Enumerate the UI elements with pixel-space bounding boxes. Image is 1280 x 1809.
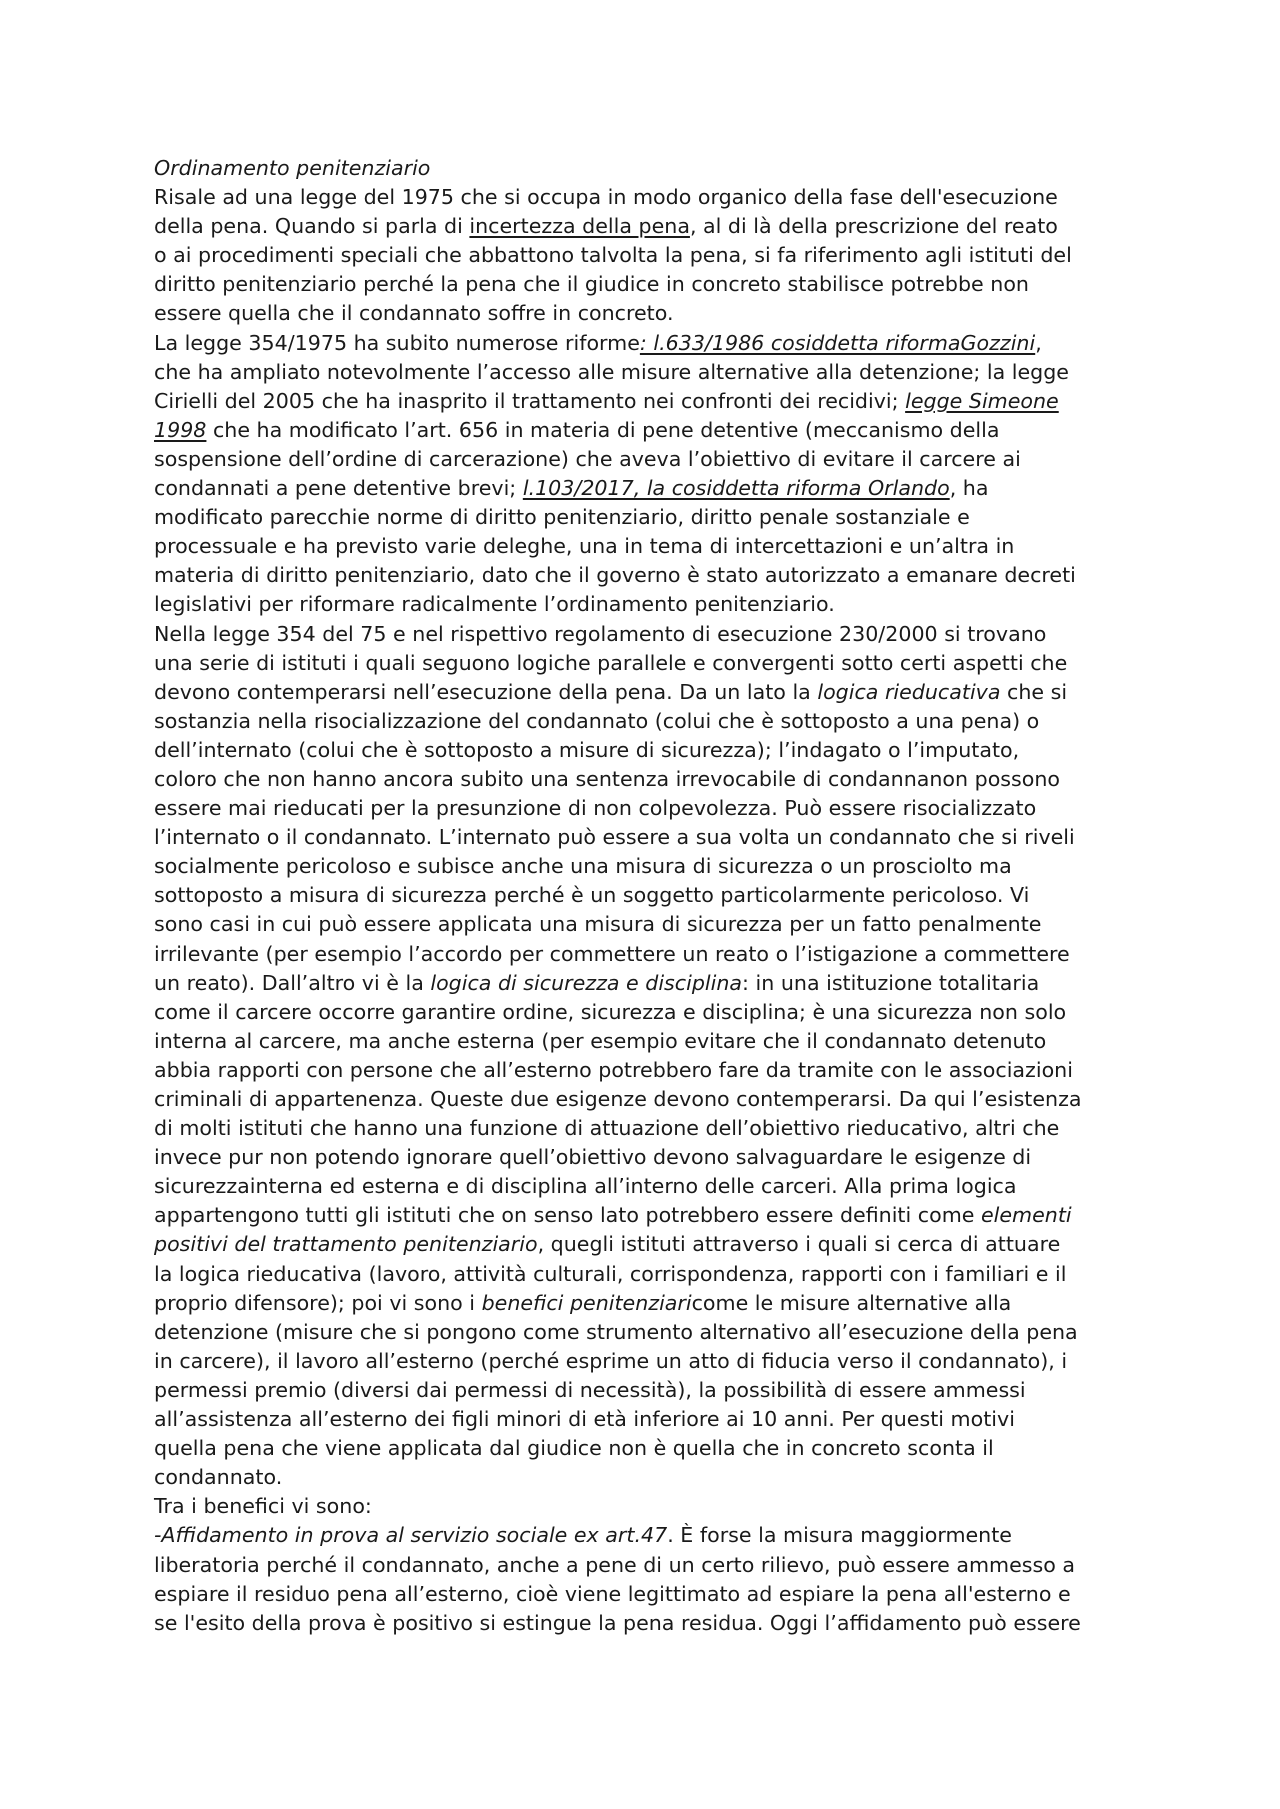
text-segment: un reato). Dall’altro vi è la (154, 970, 431, 995)
text-line (154, 1376, 1138, 1405)
text-segment: di molti istituti che hanno una funzione di attuazione dell’obiettivo rieducativo, altri che (154, 1116, 1060, 1141)
underlined-reference: 1998 (154, 417, 207, 442)
text-segment: materia di diritto penitenziario, dato che il governo è stato autorizzato a emanare decreti (154, 563, 1076, 588)
text-segment: modificato parecchie norme di diritto penitenziario, diritto penale sostanziale e (154, 505, 970, 530)
text-line (154, 823, 1138, 852)
italic-term: elementi (980, 1203, 1072, 1228)
text-line (154, 387, 1138, 416)
text-segment: diritto penitenziario perché la pena che il giudice in concreto stabilisce potrebbe non (154, 272, 1029, 297)
text-segment: liberatoria perché il condannato, anche a pene di un certo rilievo, può essere ammesso a (154, 1552, 1076, 1577)
text-segment: che ha ampliato notevolmente l’accesso alle misure alternative alla detenzione; la legge (154, 359, 1069, 384)
text-segment: interna al carcere, ma anche esterna (per esempio evitare che il condannato detenuto (154, 1028, 1047, 1053)
text-line (154, 590, 1138, 619)
text-segment: che si (1000, 679, 1068, 704)
text-segment: legislativi per riformare radicalmente l’ordinamento penitenziario. (154, 592, 835, 617)
text-segment: condannato. (154, 1465, 283, 1490)
text-line (154, 736, 1138, 765)
text-line (154, 1551, 1138, 1580)
text-line (154, 561, 1138, 590)
text-line (154, 1230, 1138, 1259)
text-segment: essere mai rieducati per la presunzione di non colpevolezza. Può essere risocializzato (154, 796, 1037, 821)
text-segment: condannati a pene detentive brevi; (154, 476, 523, 501)
text-line (154, 1580, 1138, 1609)
italic-term: benefici penitenziari (481, 1290, 692, 1315)
text-line (154, 416, 1138, 445)
text-segment: all’assistenza all’esterno dei figli minori di età inferiore ai 10 anni. Per questi motivi (154, 1407, 1015, 1432)
text-segment: , (1035, 330, 1042, 355)
text-line (154, 474, 1138, 503)
text-line (154, 503, 1138, 532)
text-segment: . È forse la misura maggiormente (667, 1523, 1012, 1548)
text-line (154, 707, 1138, 736)
text-segment: in carcere), il lavoro all’esterno (perché esprime un atto di fiducia verso il condannato), i (154, 1348, 1068, 1373)
text-line (154, 1143, 1138, 1172)
text-segment: , al di là della prescrizione del reato (689, 214, 1058, 239)
italic-term: logica rieducativa (817, 679, 1001, 704)
text-line (154, 1521, 1138, 1550)
text-segment: , quegli istituti attraverso i quali si cerca di attuare (537, 1232, 1061, 1257)
text-segment: appartengono tutti gli istituti che on senso lato potrebbero essere definiti come (154, 1203, 981, 1228)
text-line (154, 299, 1138, 328)
text-line (154, 1172, 1138, 1201)
text-segment: coloro che non hanno ancora subito una sentenza irrevocabile di condannanon possono (154, 766, 1061, 791)
text-segment: abbia rapporti con persone che all’esterno potrebbero fare da tramite con le associazioni (154, 1057, 1073, 1082)
text-segment: devono contemperarsi nell’esecuzione della pena. Da un lato la (154, 679, 818, 704)
text-line (154, 794, 1138, 823)
text-segment: come il carcere occorre garantire ordine, sicurezza e disciplina; è una sicurezza non solo (154, 999, 1067, 1024)
text-line (154, 1289, 1138, 1318)
text-line (154, 1085, 1138, 1114)
text-segment: La legge 354/1975 ha subito numerose riforme (154, 330, 640, 355)
text-line (154, 1463, 1138, 1492)
underlined-reference: incertezza della pena (469, 214, 690, 239)
text-segment: processuale e ha previsto varie deleghe, una in tema di intercettazioni e un’altra in (154, 534, 1015, 559)
text-line (154, 910, 1138, 939)
text-line (154, 1260, 1138, 1289)
underlined-reference: legge Simeone (905, 388, 1059, 413)
text-line (154, 212, 1138, 241)
text-segment: l’internato o il condannato. L’internato può essere a sua volta un condannato che si riveli (154, 825, 1075, 850)
text-segment: espiare il residuo pena all’esterno, cioè viene legittimato ad espiare la pena all'esterno e (154, 1581, 1071, 1606)
text-segment: se l'esito della prova è positivo si estingue la pena residua. Oggi l’affidamento può essere (154, 1610, 1081, 1635)
text-line (154, 765, 1138, 794)
italic-term: logica di sicurezza e disciplina (430, 970, 743, 995)
text-segment: sostanzia nella risocializzazione del condannato (colui che è sottoposto a una pena) o (154, 708, 1040, 733)
text-segment: , ha (949, 476, 989, 501)
text-segment: sono casi in cui può essere applicata una misura di sicurezza per un fatto penalmente (154, 912, 1042, 937)
text-line (154, 620, 1138, 649)
document-body (154, 154, 1138, 1638)
text-line (154, 998, 1138, 1027)
text-segment: permessi premio (diversi dai permessi di necessità), la possibilità di essere ammessi (154, 1377, 1026, 1402)
document-title (154, 154, 1138, 183)
text-line (154, 852, 1138, 881)
text-line (154, 532, 1138, 561)
text-segment: : in una istituzione totalitaria (742, 970, 1040, 995)
italic-term: -Affidamento in prova al servizio sociale ex art.47 (154, 1523, 668, 1548)
text-segment: o ai procedimenti speciali che abbattono talvolta la pena, si fa riferimento agli istituti del (154, 243, 1072, 268)
text-segment: invece pur non potendo ignorare quell’obiettivo devono salvaguardare le esigenze di (154, 1145, 1032, 1170)
text-segment: una serie di istituti i quali seguono logiche parallele e convergenti sotto certi aspetti che (154, 650, 1068, 675)
text-segment: sottoposto a misura di sicurezza perché è un soggetto particolarmente pericoloso. Vi (154, 883, 1030, 908)
text-segment: Nella legge 354 del 75 e nel rispettivo regolamento di esecuzione 230/2000 si trovano (154, 621, 1047, 646)
text-line (154, 1056, 1138, 1085)
text-line (154, 678, 1138, 707)
text-line (154, 1114, 1138, 1143)
text-segment: sospensione dell’ordine di carcerazione) che aveva l’obiettivo di evitare il carcere ai (154, 446, 1021, 471)
text-line (154, 649, 1138, 678)
text-line (154, 270, 1138, 299)
underlined-reference: l.103/2017, la cosiddetta riforma Orlando (522, 476, 950, 501)
text-line (154, 358, 1138, 387)
text-line (154, 1318, 1138, 1347)
text-line (154, 445, 1138, 474)
text-segment: proprio difensore); poi vi sono i (154, 1290, 482, 1315)
text-segment: Risale ad una legge del 1975 che si occupa in modo organico della fase dell'esecuzione (154, 185, 1058, 210)
text-line (154, 1405, 1138, 1434)
text-segment: detenzione (misure che si pongono come strumento alternativo all’esecuzione della pena (154, 1319, 1078, 1344)
text-line (154, 940, 1138, 969)
text-segment: che ha modificato l’art. 656 in materia di pene detentive (meccanismo della (206, 417, 1000, 442)
text-segment: sicurezzainterna ed esterna e di disciplina all’interno delle carceri. Alla prima logica (154, 1174, 1017, 1199)
text-line (154, 1609, 1138, 1638)
text-line (154, 1434, 1138, 1463)
text-line (154, 329, 1138, 358)
text-segment: Tra i benefici vi sono: (154, 1494, 372, 1519)
text-segment: quella pena che viene applicata dal giudice non è quella che in concreto sconta il (154, 1436, 994, 1461)
text-segment: la logica rieducativa (lavoro, attività culturali, corrispondenza, rapporti con i familiari e il (154, 1261, 1067, 1286)
text-segment: socialmente pericoloso e subisce anche una misura di sicurezza o un prosciolto ma (154, 854, 1012, 879)
text-line (154, 241, 1138, 270)
text-segment: criminali di appartenenza. Queste due esigenze devono contemperarsi. Da qui l’esistenza (154, 1087, 1082, 1111)
text-line (154, 1201, 1138, 1230)
text-line (154, 969, 1138, 998)
text-line (154, 881, 1138, 910)
text-line (154, 183, 1138, 212)
text-line (154, 1492, 1138, 1521)
text-segment: della pena. Quando si parla di (154, 214, 470, 239)
underlined-reference: : l.633/1986 cosiddetta riformaGozzini (639, 330, 1036, 355)
italic-term: Ordinamento penitenziario (154, 156, 431, 180)
text-segment: Cirielli del 2005 che ha inasprito il trattamento nei confronti dei recidivi; (154, 388, 906, 413)
text-segment: essere quella che il condannato soffre in concreto. (154, 301, 674, 326)
text-line (154, 1027, 1138, 1056)
text-segment: come le misure alternative alla (691, 1290, 1012, 1315)
text-line (154, 1347, 1138, 1376)
text-segment: irrilevante (per esempio l’accordo per commettere un reato o l’istigazione a commettere (154, 941, 1070, 966)
text-segment: dell’internato (colui che è sottoposto a misure di sicurezza); l’indagato o l’imputato, (154, 737, 1020, 762)
italic-term: positivi del trattamento penitenziario (154, 1232, 538, 1257)
